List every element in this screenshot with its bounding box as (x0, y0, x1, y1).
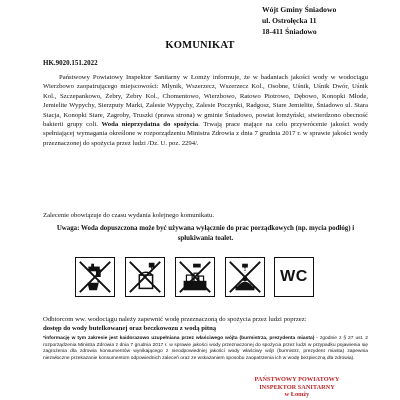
stamp-line-1: PAŃSTWOWY POWIATOWY (254, 376, 340, 383)
stamp-line-2: INSPEKTOR SANITARNY (259, 383, 335, 391)
supply-text: Odbiorcom ww. wodociągu należy zapewnić wodę przeznaczoną do spożycia przez ludzi poprzez: (43, 316, 307, 323)
warning-text: Woda dopuszczona może być używana wyłącznie do prac porządkowych (np. mycia podłóg) i spłukiwania toalet. (79, 225, 355, 242)
no-dishwashing-icon (175, 257, 215, 297)
official-stamp (232, 376, 362, 399)
main-paragraph (43, 73, 368, 148)
no-personal-hygiene-icon (225, 257, 265, 297)
paragraph1-text-cont: . Trwają prace mające na celu przywrócenie jakości wody spełniającej wymagania określone w rozporządzeniu Ministra Zdrowia z dnia 7 grudnia 2017 r. w sprawie jakości wody przeznaczonej do spożycia przez ludzi /Dz. U. poz. 2294/. (43, 121, 368, 147)
recipient-postal-city: 18-411 Śniadowo (262, 27, 317, 36)
recipient-address (262, 4, 336, 37)
no-food-preparation-icon (125, 257, 165, 297)
footnote-text: - zgodnie z § 27 ust. 2 rozporządzenia Ministra Zdrowia z dnia 7 grudnia 2017 r. w sprawie jakości wody przeznaczonej do spożycia przez ludzi w przypadku pojawienia się zagrożenia dla zdrowia konsumentów wynikającego z nieodpowiedniej jakości wody właściwy wójt (burmistrz, prezydent miasta) zapewnia niezwłoczne przekazanie konsumentom odpowiednich zaleceń oraz ze wskazaniem sposobu zaopatrzenia ich w wodę bezpieczną dla zdrowia). (43, 336, 369, 361)
paragraph1-bold: Woda nieprzydatna do spożycia (101, 121, 199, 129)
recipient-street: ul. Ostrołęcka 11 (262, 16, 317, 25)
paragraph2-text: Zalecenie obowiązuje do czasu wydania kolejnego komunikatu. (43, 212, 215, 219)
supply-text-bold: dostęp do wody butelkowanej oraz beczkowozu z wodą pitną (43, 325, 217, 333)
pictogram-row (0, 257, 400, 303)
supply-paragraph (43, 315, 368, 333)
document-title: KOMUNIKAT (165, 40, 235, 51)
paragraph2 (43, 211, 368, 220)
warning-note (43, 224, 368, 243)
reference-number: HK.9020.151.2022 (43, 59, 98, 67)
wc-label: WC (280, 268, 308, 285)
recipient-name: Wójt Gminy Śniadowo (262, 5, 337, 14)
paragraph1-text: Państwowy Powiatowy Inspektor Sanitarny w Łomży informuje, że w badaniach jakości wody w wodociągu Wierzbowo zaopatrującego miejscowości: Młynik, Wszerzecz, Wszerzecz Kol., Osobne, Uśnik, Uśnik Dwór, Uśnik Kol., Szczepankowo, Żebry, Żebry Kol., Chomentowo, Wierzbowo, Ratowo Piotrowo, Dębowo, Konopki Młode, Jemielite Wypychy, Sierzputy Marki, Zalesie Wypychy, Zalesie Poczynki, Radgosz, Stare Jemielite, Śniadowo ul. Stara Stacja, Konopki Stare, Zagroby, Truszki (prawa strona) w gminie Śniadowo, powiat łomżyński, stwierdzono obecność bakterii grupy coli. (43, 74, 368, 129)
no-drinking-water-icon (75, 257, 115, 297)
wc-icon (274, 257, 314, 297)
footnote (43, 336, 368, 362)
footnote-bold: *informację w tym zakresie jest kaidorazowo uzupełniana przez właściwego wójta (burmistrza, prezydenta miasta) (43, 336, 315, 341)
stamp-line-3: w Łomży (284, 391, 310, 399)
warning-prefix: Uwaga: (56, 225, 80, 232)
